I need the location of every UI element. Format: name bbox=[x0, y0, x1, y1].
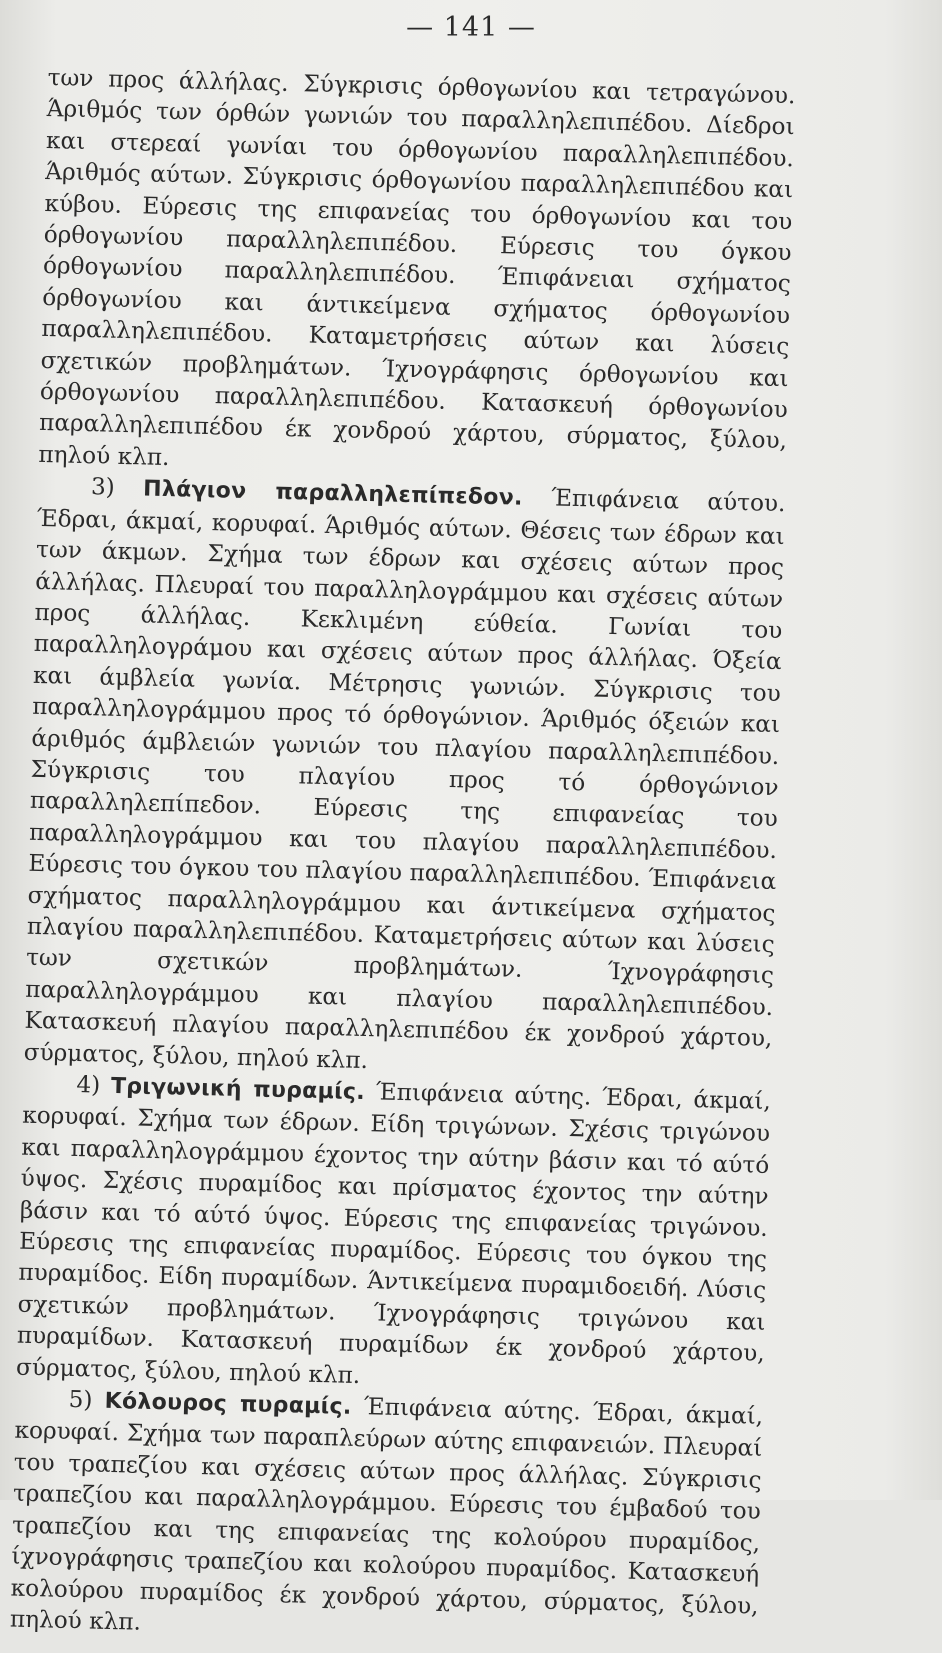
section-title: Τριγωνική πυραμίς. bbox=[110, 1073, 366, 1106]
intro-paragraph: των προς άλλήλας. Σύγκρισις όρθογωνίου και τετραγώνου. Άριθμός των όρθών γωνιών του παραλληλεπιπέδου. Δίεδροι και στερεαί γωνίαι του όρθογωνίου παραλληλεπιπέδου. Άριθμός αύτων. Σύγκρισις όρθογωνίου παραλληλεπιπέδου και κύβου. Εύρεσις της επιφανείας του όρθογωνίου και του όρθογωνίου παραλληλεπιπέδου. Εύρεσις του όγκου όρθογωνίου παραλληλεπιπέδου. Έπιφάνειαι σχήματος όρθογωνίου και άντικείμενα σχήματος όρθογωνίου παραλληλεπιπέδου. Καταμετρήσεις αύτων και λύσεις σχετικών προβλημάτων. Ίχνογράφησις όρθογωνίου και όρθογωνίου παραλληλεπιπέδου. Κατασκευή όρθογωνίου παραλληλεπιπέδου έκ χονδρού χάρτου, σύρματος, ξύλου, πηλού κλπ. bbox=[38, 63, 796, 471]
section-text: Έπιφάνεια αύτης. Έδραι, άκμαί, κορυφαί. Σχήμα των παραπλεύρων αύτης επιφανειών. Πλευραί του τραπεζίου και σχέσεις αύτων προς άλλήλας. Σύγκρισις τραπεζίου και παραλληλογράμμου. Εύρεσις του έμβαδού του τραπεζίου και της επιφανείας της κολούρου πυραμίδος, ίχνογράφησις τραπεζίου και κολούρου πυραμίδος. Κατασκευή κολούρου πυραμίδος έκ χονδρού χάρτου, σύρματος, ξύλου, πηλού κλπ. bbox=[9, 1393, 764, 1636]
page-body bbox=[10, 62, 796, 1653]
section-text: Έπιφάνεια αύτου. Έδραι, άκμαί, κορυφαί. Άριθμός αύτων. Θέσεις των έδρων και των άκμων. Σχήμα των έδρων και σχέσεις αύτων προς άλλήλας. Πλευραί του παραλληλογράμμου και σχέσεις αύτων προς άλλήλας. Κεκλιμένη εύθεία. Γωνίαι του παραλληλογράμου και σχέσεις αύτων προς άλλήλας. Όξεία και άμβλεία γωνία. Μέτρησις γωνιών. Σύγκρισις του παραλληλογράμμου προς τό όρθογώνιον. Άριθμός όξειών και άριθμός άμβλειών γωνιών του πλαγίου παραλληλεπιπέδου. Σύγκρισις του πλαγίου προς τό όρθογώνιον παραλληλεπίπεδον. Εύρεσις της επιφανείας του παραλληλογράμμου και του πλαγίου παραλληλεπιπέδου. Εύρεσις του όγκου του πλαγίου παραλληλεπιπέδου. Έπιφάνεια σχήματος παραλληλογράμμου και άντικείμενα σχήματος πλαγίου παραλληλεπιπέδου. Καταμετρήσεις αύτων και λύσεις των σχετικών προβλημάτων. Ίχνογράφησις παραλληλογράμμου και πλαγίου παραλληλεπιπέδου. Κατασκευή πλαγίου παραλληλεπιπέδου έκ χονδρού χάρτου, σύρματος, ξύλου, πηλού κλπ. bbox=[23, 484, 786, 1074]
section-title: Πλάγιον παραλληλεπίπεδον. bbox=[142, 476, 523, 512]
section-text: Έπιφάνεια αύτης. Έδραι, άκμαί, κορυφαί. Σχήμα των έδρων. Είδη τριγώνων. Σχέσις τριγώνου και παραλληλογράμμου έχοντος την αύτην βάσιν και τό αύτό ύψος. Σχέσις πυραμίδος και πρίσματος έχοντος την αύτην βάσιν και τό αύτό ύψος. Εύρεσις της επιφανείας τριγώνου. Εύρεσις της επιφανείας πυραμίδος. Εύρεσις του όγκου της πυραμίδος. Είδη πυραμίδων. Άντικείμενα πυραμιδοειδή. Λύσις σχετικών προβλημάτων. Ίχνογράφησις τριγώνου και πυραμίδων. Κατασκευή πυραμίδων έκ χονδρού χάρτου, σύρματος, ξύλου, πηλού κλπ. bbox=[15, 1078, 772, 1389]
section-paragraph-4 bbox=[16, 1068, 771, 1401]
section-number: 3) bbox=[90, 473, 116, 502]
section-number: 5) bbox=[68, 1385, 93, 1414]
section-paragraph-5 bbox=[10, 1383, 764, 1653]
section-title: Κόλουρος πυραμίς. bbox=[104, 1388, 352, 1420]
section-number: 4) bbox=[76, 1071, 101, 1099]
section-paragraph-3 bbox=[23, 470, 785, 1086]
page-number: — 141 — bbox=[406, 12, 536, 43]
